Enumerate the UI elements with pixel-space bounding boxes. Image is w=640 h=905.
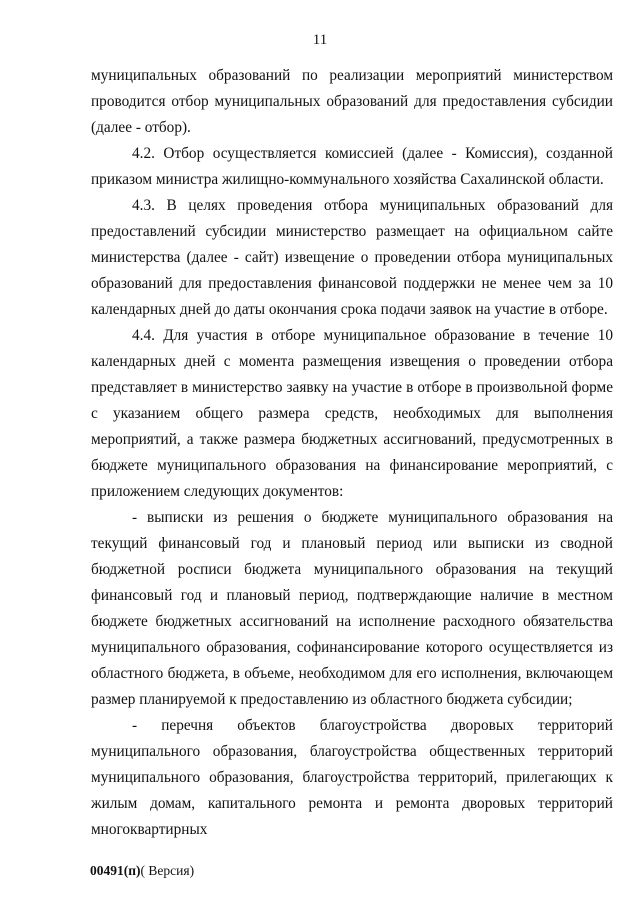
page-number: 11 bbox=[312, 32, 328, 48]
paragraph-continuation: муниципальных образований по реализации мероприятий министерством проводится отбор муниципальных образований для предоставления субсидии (далее - отбор). bbox=[91, 67, 613, 136]
document-code: 00491(п) bbox=[90, 863, 141, 878]
document-body bbox=[91, 63, 613, 843]
document-version: ( Версия) bbox=[140, 863, 195, 878]
paragraph-4-2: 4.2. Отбор осуществляется комиссией (далее - Комиссия), созданной приказом министра жилищно-коммунального хозяйства Сахалинской области. bbox=[91, 145, 613, 188]
document-footer bbox=[90, 863, 194, 879]
list-item-objects-list: - перечня объектов благоустройства дворовых территорий муниципального образования, благоустройства общественных территорий муниципального образования, благоустройства территорий, прилегающих к жилым домам, капитального ремонта и ремонта дворовых территорий многоквартирных bbox=[91, 717, 613, 838]
paragraph-4-4: 4.4. Для участия в отборе муниципальное образование в течение 10 календарных дней с момента размещения извещения о проведении отбора представляет в министерство заявку на участие в отборе в произвольной форме с указанием общего размера средств, необходимых для выполнения мероприятий, а также размера бюджетных ассигнований, предусмотренных в бюджете муниципального образования на финансирование мероприятий, с приложением следующих документов: bbox=[91, 327, 613, 500]
list-item-budget-extract: - выписки из решения о бюджете муниципального образования на текущий финансовый год и плановый период или выписки из сводной бюджетной росписи бюджета муниципального образования на текущий финансовый год и плановый период, подтверждающие наличие в местном бюджете бюджетных ассигнований на исполнение расходного обязательства муниципального образования, софинансирование которого осуществляется из областного бюджета, в объеме, необходимом для его исполнения, включающем размер планируемой к предоставлению из областного бюджета субсидии; bbox=[91, 509, 613, 708]
paragraph-4-3: 4.3. В целях проведения отбора муниципальных образований для предоставлений субсидии министерство размещает на официальном сайте министерства (далее - сайт) извещение о проведении отбора муниципальных образований для предоставления финансовой поддержки не менее чем за 10 календарных дней до даты окончания срока подачи заявок на участие в отборе. bbox=[91, 197, 613, 318]
